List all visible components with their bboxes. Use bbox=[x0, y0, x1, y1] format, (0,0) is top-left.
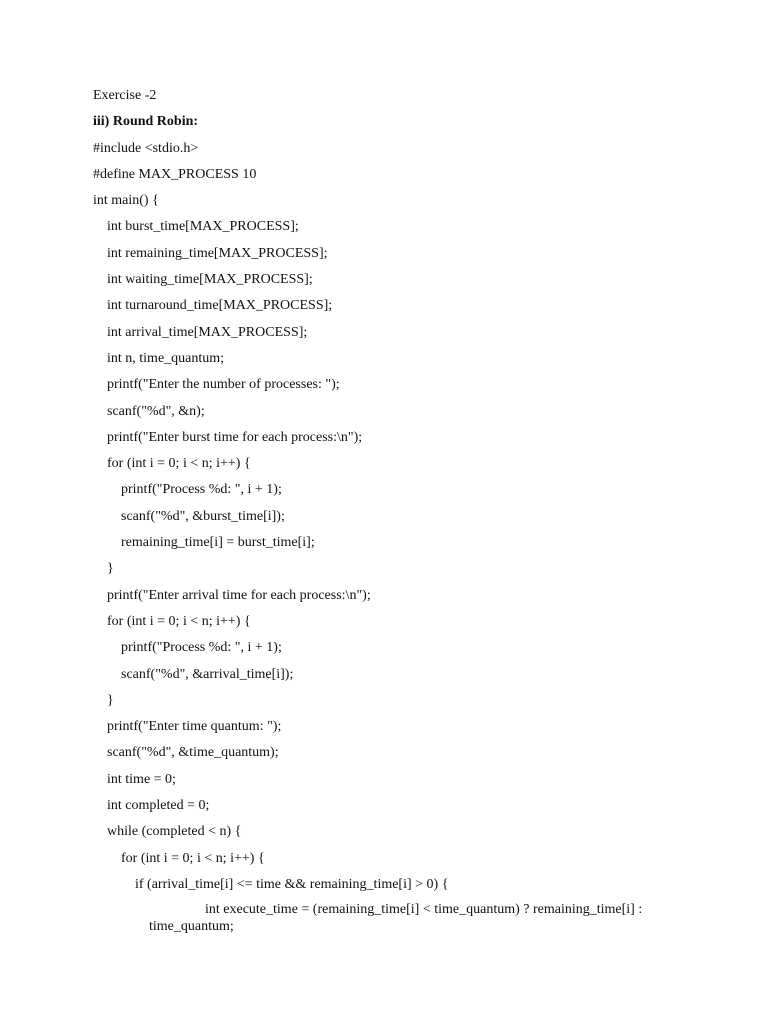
code-line: printf("Process %d: ", i + 1); bbox=[121, 640, 282, 656]
code-line: int completed = 0; bbox=[107, 798, 210, 814]
code-line: for (int i = 0; i < n; i++) { bbox=[107, 456, 251, 472]
code-line: scanf("%d", &arrival_time[i]); bbox=[121, 666, 294, 682]
code-line: int n, time_quantum; bbox=[107, 350, 225, 366]
code-line: #define MAX_PROCESS 10 bbox=[93, 166, 257, 182]
code-line: int turnaround_time[MAX_PROCESS]; bbox=[107, 298, 333, 314]
code-line: printf("Enter the number of processes: "); bbox=[107, 377, 340, 393]
document-body bbox=[93, 86, 693, 935]
code-line: int arrival_time[MAX_PROCESS]; bbox=[107, 324, 308, 340]
code-line: int time = 0; bbox=[107, 771, 176, 787]
code-line: scanf("%d", &time_quantum); bbox=[107, 745, 279, 761]
code-line: for (int i = 0; i < n; i++) { bbox=[107, 613, 251, 629]
code-block bbox=[93, 139, 693, 936]
code-line: printf("Enter burst time for each process:\n"); bbox=[107, 429, 363, 445]
code-line: remaining_time[i] = burst_time[i]; bbox=[121, 535, 315, 551]
code-line: while (completed < n) { bbox=[107, 824, 242, 840]
code-line: printf("Enter arrival time for each process:\n"); bbox=[107, 587, 371, 603]
code-line: int remaining_time[MAX_PROCESS]; bbox=[107, 245, 328, 261]
code-line: #include <stdio.h> bbox=[93, 140, 199, 156]
code-line: scanf("%d", &n); bbox=[107, 403, 205, 419]
code-line: int waiting_time[MAX_PROCESS]; bbox=[107, 272, 313, 288]
section-heading: iii) Round Robin: bbox=[93, 114, 199, 130]
code-line: } bbox=[107, 692, 114, 708]
code-line: } bbox=[107, 561, 114, 577]
code-line: for (int i = 0; i < n; i++) { bbox=[121, 850, 265, 866]
exercise-title: Exercise -2 bbox=[93, 88, 157, 103]
code-line: int execute_time = (remaining_time[i] < time_quantum) ? remaining_time[i] : time_quantum; bbox=[149, 902, 643, 935]
code-line: int burst_time[MAX_PROCESS]; bbox=[107, 219, 299, 235]
code-line: if (arrival_time[i] <= time && remaining_time[i] > 0) { bbox=[135, 876, 449, 892]
code-line: printf("Process %d: ", i + 1); bbox=[121, 482, 282, 498]
code-line: int main() { bbox=[93, 193, 159, 209]
code-line: printf("Enter time quantum: "); bbox=[107, 719, 282, 735]
code-line: scanf("%d", &burst_time[i]); bbox=[121, 508, 285, 524]
